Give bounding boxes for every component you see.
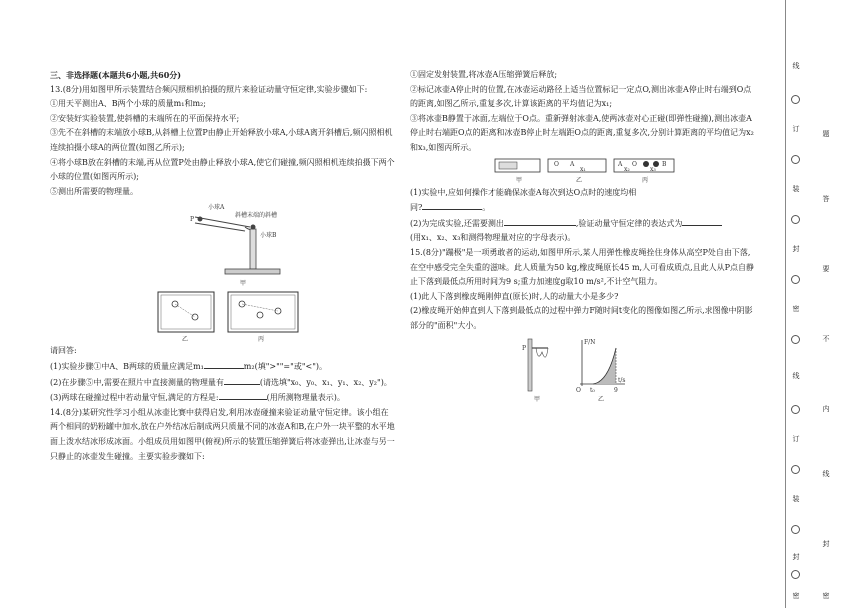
- q14-sub-2-text-b: ,验证动量守恒定律的表达式为: [575, 218, 683, 228]
- binding-char-8: 密: [792, 305, 800, 313]
- section-title: 三、非选择题(本题共6小题,共60分): [50, 70, 182, 80]
- q13-sub-3-text-a: (3)两球在碰撞过程中若动量守恒,满足的方程是:: [50, 393, 219, 403]
- binding-char-12: 订: [792, 435, 800, 443]
- q14-caption-yi: 乙: [576, 176, 583, 184]
- q13-step-1: ①用天平测出A、B两个小球的质量m₁和m₂;: [50, 99, 206, 109]
- q13-step-5: ⑤测出所需要的物理量。: [50, 186, 138, 196]
- label-slide-end: 斜槽末端的斜槽: [235, 212, 278, 220]
- q14-label-x1: x₁: [580, 165, 586, 173]
- binding-hole-icon-3: [791, 215, 800, 224]
- right-column: [410, 68, 755, 404]
- q14-step-2: ②标记冰壶A停止时的位置,在冰壶运动路径上适当位置标记一定点O,测出冰壶A停止时右端到O点的距离,如图乙所示,重复多次,计算该距离的平均值记为x₁;: [410, 84, 752, 109]
- q13-blank-2[interactable]: [224, 375, 260, 385]
- binding-char-4: 装: [792, 185, 800, 193]
- q14-fig-yi: [548, 159, 606, 184]
- binding-char-6: 封: [792, 245, 800, 253]
- q13-step-4: ④将小球B放在斜槽的末端,再从位置P处由静止释放小球A,使它们碰撞,频闪照相机连续拍摄下两个小球的位置(如图丙所示);: [50, 157, 395, 182]
- q14-label-o-bing: O: [632, 160, 637, 168]
- binding-char-14: 装: [792, 495, 800, 503]
- q14-sub-1-text-c: 。: [482, 203, 491, 213]
- q14-label-x3: x₃: [650, 165, 656, 173]
- q14-ball-icon: [643, 161, 649, 167]
- q15-axis-t: t/s: [618, 376, 626, 384]
- q14-label-a-yi: A: [570, 160, 575, 168]
- binding-char-15: 封: [792, 553, 800, 561]
- binding-char-1: 线: [792, 62, 800, 70]
- binding-char-18: 密: [822, 592, 830, 600]
- caption-bing: 丙: [258, 336, 265, 344]
- q15-tick-9: 9: [614, 386, 618, 394]
- q13-fig-bing: [228, 292, 298, 343]
- q14-fig-jia: [495, 159, 540, 184]
- q15-sub-1: (1)此人下落到橡皮绳刚伸直(原长)时,人的动量大小是多少?: [410, 291, 619, 301]
- q13-sub-2-text-a: (2)在步骤⑤中,需要在照片中直接测量的物理量有: [50, 377, 224, 387]
- q13-figure: [50, 199, 395, 344]
- q14-stem: 14.(8分)某研究性学习小组从冰壶比赛中获得启发,利用冰壶碰撞来验证动量守恒定律。该小组在两个相同的奶粉罐中加水,放在户外结冰后制成两只质量不同的冰壶A和B,在户外一块平整的水平地面上泼水结冰形成冰面。小组成员用如图甲(俯视)所示的装置压缩弹簧后将冰壶弹出,让冰壶与另一只静止的冰壶发生碰撞。主要实验步骤如下:: [50, 407, 395, 461]
- binding-hole-icon-7: [791, 465, 800, 474]
- q13-prompt: 请回答:: [50, 346, 77, 356]
- q13-apparatus-diagram: [50, 199, 395, 344]
- q13-sub-2: [50, 375, 395, 391]
- q13-sub-1-text-a: (1)实验步骤①中A、B两球的质量应满足m₁: [50, 361, 204, 371]
- binding-hole-icon: [791, 95, 800, 104]
- q15-caption-yi: 乙: [598, 395, 605, 403]
- q15-caption-jia: 甲: [534, 395, 541, 403]
- binding-hole-icon-8: [791, 525, 800, 534]
- q13-sub-3: [50, 390, 395, 406]
- binding-char-2: 订: [792, 125, 800, 133]
- q14-step-1: ①固定发射装置,将冰壶A压缩弹簧后释放;: [410, 70, 558, 79]
- q15-axis-f: F/N: [584, 338, 596, 346]
- q14-step-3: ③将冰壶B静置于冰面,左端位于O点。重新弹射冰壶A,使两冰壶对心正碰(即弹性碰撞),测出冰壶A停止时右端距O点的距离和冰壶B停止时左端距O点的距离,重复多次,分别计算距离的平均值记为x₂和x₃,如图丙所示。: [410, 113, 754, 152]
- q14-fig-bing: [614, 159, 674, 184]
- binding-hole-icon-2: [791, 155, 800, 164]
- binding-char-3: 题: [822, 130, 830, 138]
- q15-label-p: P: [522, 344, 527, 352]
- binding-char-17: 密: [792, 592, 800, 600]
- q14-blank-1[interactable]: [422, 200, 482, 210]
- q14-label-a-bing: A: [618, 160, 623, 168]
- q14-sub-1: [410, 186, 755, 201]
- caption-jia: 甲: [240, 280, 247, 288]
- label-ball-a: 小球A: [208, 204, 225, 212]
- q15-fig-yi: [576, 339, 626, 403]
- q14-sub-2-text-a: (2)为完成实验,还需要测出: [410, 218, 504, 228]
- q14-label-b: B: [662, 160, 667, 168]
- q14-sub-2-cont: (用x₁、x₂、x₃和测得物理量对应的字母表示)。: [410, 233, 576, 243]
- q13-step-2: ②安装好实验装置,使斜槽的末端所在的平面保持水平;: [50, 113, 240, 123]
- left-column: [50, 68, 395, 464]
- label-ball-b: 小球B: [260, 232, 277, 240]
- binding-line: [785, 0, 786, 608]
- ball-b-icon: [251, 225, 256, 230]
- q15-stem: 15.(8分)"蹦极"是一项勇敢者的运动,如图甲所示,某人用弹性橡皮绳拴住身体从高空P处自由下落,在空中感受完全失重的滋味。此人质量为50 kg,橡皮绳原长45 m,人可看成质点,且此人从P点自静止下落到最低点所用时间为9 s;重力加速度g取10 m/s²,不计空气阻力。: [410, 247, 755, 287]
- q15-fig-jia: [522, 339, 548, 403]
- binding-char-9: 不: [822, 335, 830, 343]
- q13-stem: 13.(8分)用如图甲所示装置结合频闪照相机拍摄的照片来验证动量守恒定律,实验步骤如下:: [50, 84, 368, 94]
- q13-step-3: ③先不在斜槽的末端放小球B,从斜槽上位置P由静止开始释放小球A,小球A离开斜槽后,频闪照相机连续拍摄小球A的两位置(如图乙所示);: [50, 128, 393, 152]
- q13-sub-1-text-b: m₂(填">""="或"<")。: [243, 361, 328, 371]
- binding-hole-icon-4: [791, 275, 800, 284]
- binding-char-16: 封: [822, 540, 830, 548]
- caption-yi: 乙: [182, 336, 189, 344]
- q13-blank-3[interactable]: [219, 390, 267, 400]
- q13-sub-3-text-b: (用所测物理量表示)。: [266, 393, 345, 403]
- binding-hole-icon-6: [791, 405, 800, 414]
- binding-char-5: 答: [822, 195, 830, 203]
- label-p: P: [190, 216, 195, 224]
- q14-figure: [410, 156, 755, 186]
- binding-margin: [775, 0, 860, 608]
- q14-sub-1-cont: [410, 200, 755, 216]
- q14-blank-2[interactable]: [504, 216, 576, 226]
- q13-sub-2-text-b: (请选填"x₀、y₀、x₁、y₁、x₂、y₂")。: [259, 377, 392, 387]
- q13-fig-yi: [158, 292, 214, 343]
- q14-sub-2: [410, 216, 755, 232]
- q15-bungee-diagram: [410, 334, 755, 404]
- q14-blank-3[interactable]: [682, 216, 722, 226]
- binding-hole-icon-9: [791, 570, 800, 579]
- q15-tick-o: O: [576, 386, 581, 394]
- q14-sub-1-text-a: (1)实验中,应如何操作才能确保冰壶A每次到达O点时的速度均相: [410, 187, 637, 197]
- q15-tick-t0: t₀: [590, 386, 595, 394]
- q14-label-x2: x₂: [624, 165, 630, 173]
- q13-fig-jia: [190, 203, 280, 287]
- binding-hole-icon-5: [791, 335, 800, 344]
- binding-char-7: 要: [822, 265, 830, 273]
- q15-sub-2: (2)橡皮绳开始伸直到人下落到最低点的过程中弹力F随时间t变化的图像如图乙所示,求图像中阴影部分的"面积"大小。: [410, 306, 753, 330]
- q14-label-o-yi: O: [554, 160, 559, 168]
- q14-caption-bing: 丙: [642, 176, 649, 184]
- q13-blank-1[interactable]: [204, 359, 244, 369]
- q15-figure: [410, 334, 755, 404]
- q14-caption-jia: 甲: [516, 176, 523, 184]
- binding-char-10: 线: [792, 372, 800, 380]
- binding-char-11: 内: [822, 405, 830, 413]
- binding-char-13: 线: [822, 470, 830, 478]
- q14-curling-diagram: [410, 156, 755, 186]
- ball-a-icon: [198, 217, 203, 222]
- q14-sub-1-text-b: 同?: [410, 203, 423, 213]
- q13-sub-1: [50, 359, 395, 375]
